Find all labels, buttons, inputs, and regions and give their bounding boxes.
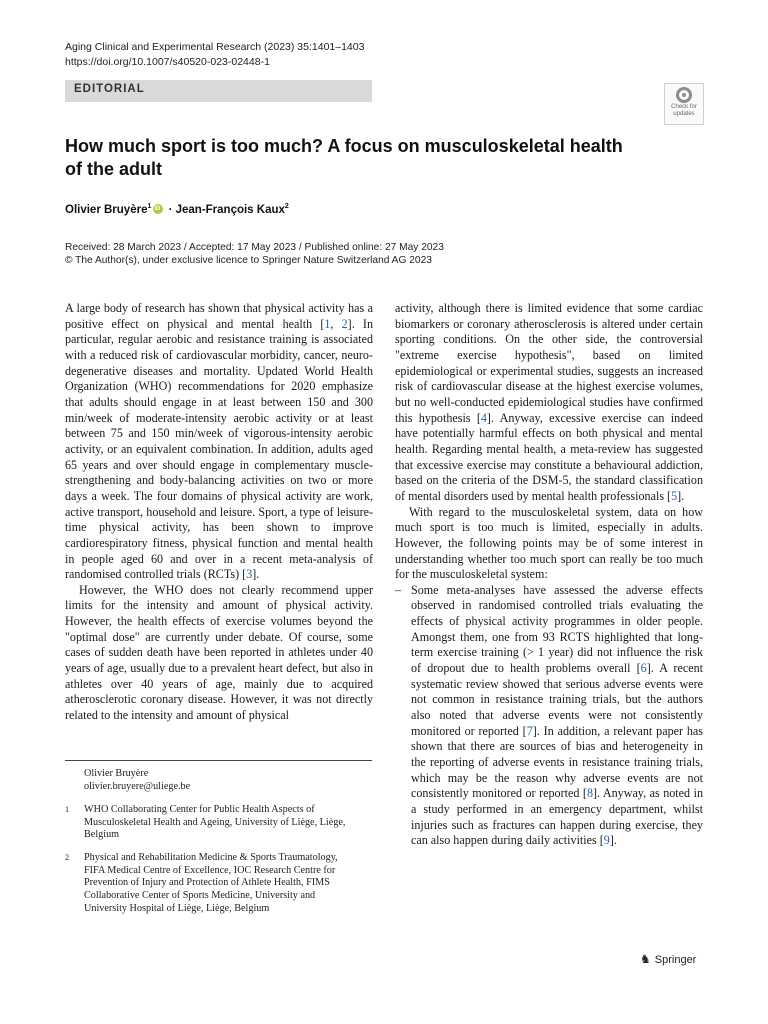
- citation-link[interactable]: 3: [246, 567, 253, 582]
- citation-link[interactable]: 9: [603, 833, 610, 848]
- text-run: Some meta-analyses have assessed the adverse effects observed in randomised controlled trials evaluating the effects of physical activity programmes in older people. Amongst them, one from 93 RCTS highlighted that long-term exercise training (> 1 year) did not influence the risk of dropout due to health problems overall [: [411, 582, 703, 676]
- doi-link[interactable]: https://doi.org/10.1007/s40520-023-02448-1: [65, 56, 270, 68]
- check-updates-text-1: Check for: [671, 104, 697, 110]
- affiliation-2: [65, 852, 345, 916]
- bullet-item: [395, 583, 703, 849]
- text-run: ].: [677, 488, 685, 503]
- affiliation-text: Physical and Rehabilitation Medicine & Sports Traumatology, FIFA Medical Centre of Excellence, IOC Research Centre for Prevention of Injury and Protection of Athlete Health, FIMS Collaborative Center of Sports Medicine, University and University Hospital of Liège, Liège, Belgium: [84, 852, 338, 914]
- author-separator: ·: [165, 203, 176, 216]
- affiliation-1: [65, 804, 372, 842]
- history-dates: Received: 28 March 2023 / Accepted: 17 May 2023 / Published online: 27 May 2023: [65, 242, 444, 253]
- affiliation-text: WHO Collaborating Center for Public Health Aspects of Musculoskeletal Health and Ageing, University of Liège, Liège, Belgium: [84, 804, 346, 841]
- author-1[interactable]: Olivier Bruyère: [65, 203, 148, 216]
- footnote-divider: [65, 760, 372, 761]
- text-run: ]. A recent systematic review showed that serious adverse events were not common in resistance training trials, but the authors also noted that adverse events were not consistently monitored or reported [: [411, 661, 703, 738]
- bullet-dash: –: [395, 582, 402, 597]
- citation-link[interactable]: 8: [586, 786, 593, 801]
- citation-link[interactable]: 5: [671, 488, 678, 503]
- citation-link[interactable]: 7: [526, 723, 533, 738]
- copyright-line: © The Author(s), under exclusive licence to Springer Nature Switzerland AG 2023: [65, 255, 432, 266]
- paragraph-2: However, the WHO does not clearly recommend upper limits for the intensity and amount of physical activity. However, the health effects of exercise volumes beyond the "optimal dose" are currently under debate. Of course, some cases of sudden death have been reported in athletes under 40 years of age, usually due to a prevalent heart defect, but also in athletes over 40 years of age, mainly due to acquired atherosclerotic coronary disease. However, it was not directly related to the intensity and amount of physical: [65, 582, 373, 723]
- text-run: ]. Anyway, excessive exercise can indeed have potentially harmful effects on both physical and mental health. Regarding mental health, a meta-review has suggested that excessive exercise may constitute a behavioural addiction, based on the criteria of the DSM-5, the standard classification of mental disorders used by mental health professionals [: [395, 410, 703, 503]
- citation-link[interactable]: 1: [324, 316, 331, 331]
- citation-link[interactable]: 6: [640, 661, 647, 676]
- paragraph-1: [65, 301, 373, 583]
- publisher-name: Springer: [654, 954, 697, 966]
- author-2[interactable]: Jean-François Kaux: [175, 203, 285, 216]
- corresponding-author: [65, 768, 190, 793]
- section-label: EDITORIAL: [74, 83, 145, 95]
- paragraph-4: With regard to the musculoskeletal system, data on how much sport is too much is limited, especially in adults. However, the following points may be of some interest in understanding whether too much sport can really be too much for the musculoskeletal system:: [395, 504, 703, 582]
- text-run: ].: [609, 833, 617, 848]
- publication-dates: [65, 241, 444, 267]
- text-run: ]. In particular, regular aerobic and resistance training is associated with a reduced risk of cardiovascular morbidity, cancer, neuro-degenerative diseases and mortality. Updated World Health Organization (WHO) recommendations for 2020 emphasize that adults should engage in at least between 150 and 300 min/week of moderate-intensity aerobic activity or at least between 75 and 150 min/week of vigorous-intensity aerobic activity, or an equivalent combination. In addition, adults aged 65 years and over should engage in complementary muscle-strengthening and body-balancing activities on two or more days a week. The four domains of physical activity are work, active transport, household and leisure. Sport, a type of leisure-time physical activity, has been shown to improve cardiorespiratory fitness, physical function and mental health in people aged 60 and over in a recent meta-analysis of randomised controlled trials (RCTs) [: [65, 316, 373, 582]
- paragraph-3: [395, 301, 703, 505]
- check-updates-icon: [676, 87, 692, 103]
- affiliation-number: 2: [65, 853, 69, 862]
- text-run: ].: [252, 567, 260, 582]
- publisher-logo: [640, 952, 696, 966]
- corresponding-name: Olivier Bruyère: [84, 768, 149, 779]
- journal-citation: Aging Clinical and Experimental Research (2023) 35:1401–1403: [65, 41, 365, 53]
- text-run: activity, although there is limited evidence that some cardiac biomarkers or coronary atherosclerosis is altered under certain sporting conditions. On the other side, the controversial "extreme exercise hypothesis", based on limited epidemiological or experimental studies, suggests an increased risk of cardiovascular disease at the highest exercise volumes, but no well-conducted epidemiological studies have confirmed this hypothesis [: [395, 301, 703, 425]
- check-updates-text-2: updates: [673, 111, 695, 117]
- corresponding-email[interactable]: olivier.bruyere@uliege.be: [84, 780, 191, 792]
- author-list: [65, 203, 289, 216]
- author-1-affiliation: 1: [147, 203, 152, 210]
- text-run: ]. In addition, a relevant paper has shown that there are sources of bias and heterogeneity in the reporting of adverse events in resistance training trials, which may be the reason why adverse events are not consistently monitored or reported [: [411, 723, 703, 801]
- springer-horse-icon: ♞: [640, 952, 651, 966]
- orcid-icon[interactable]: [153, 204, 163, 214]
- text-run: ,: [330, 316, 342, 331]
- section-label-bar: [65, 80, 372, 102]
- body-column-left: [65, 301, 373, 724]
- author-2-affiliation: 2: [284, 203, 289, 210]
- citation-link[interactable]: 2: [341, 316, 348, 331]
- affiliation-number: 1: [65, 805, 69, 814]
- check-for-updates-badge[interactable]: [664, 83, 704, 125]
- journal-header: [65, 40, 364, 70]
- citation-link[interactable]: 4: [480, 410, 487, 425]
- body-column-right: [395, 301, 703, 849]
- text-run: A large body of research has shown that physical activity has a positive effect on physical and mental health [: [65, 301, 373, 331]
- article-title: How much sport is too much? A focus on musculoskeletal health of the adult: [65, 136, 623, 179]
- text-run: ]. Anyway, as noted in a study performed in an emergency department, whilst injuries such as fractures can happen during exercise, they can also happen during daily activities [: [411, 786, 703, 848]
